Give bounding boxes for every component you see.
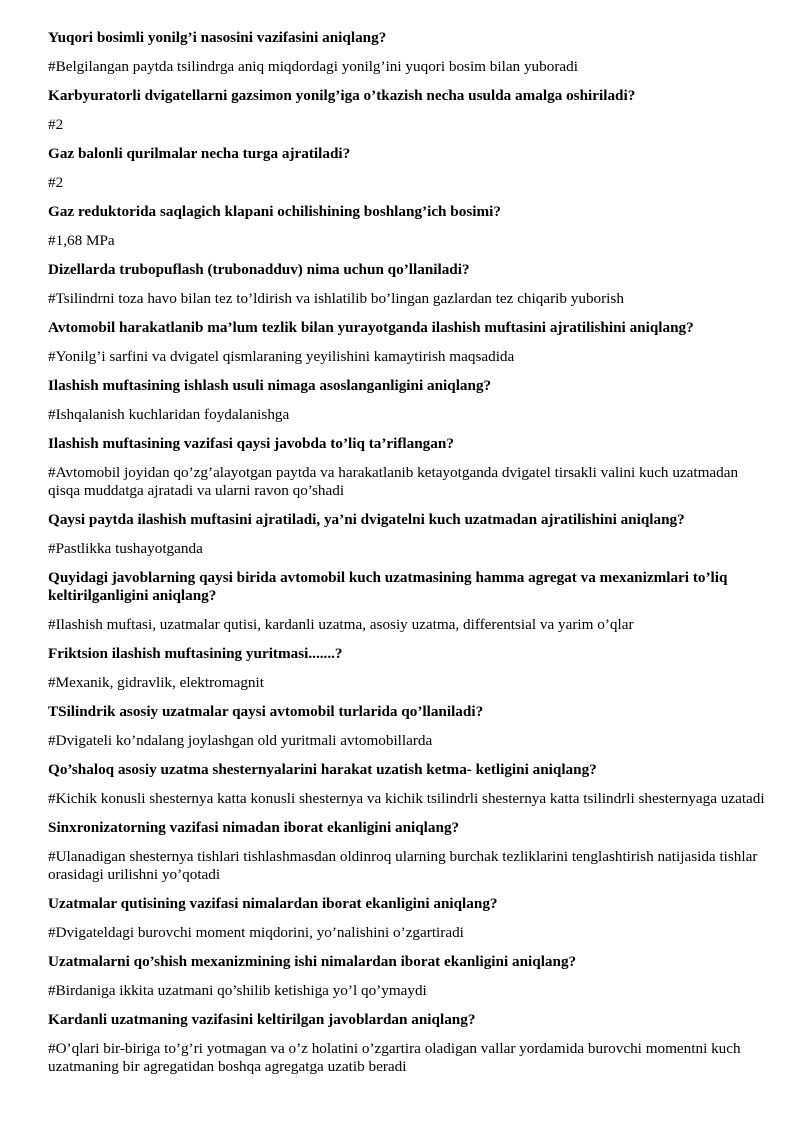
question-text: Friktsion ilashish muftasining yuritmasi.......? bbox=[48, 645, 343, 662]
answer-text: #Mexanik, gidravlik, elektromagnit bbox=[48, 674, 264, 691]
qa-item-14 bbox=[48, 819, 770, 884]
question-text: Yuqori bosimli yonilg’i nasosini vazifasini aniqlang? bbox=[48, 29, 387, 46]
answer-text: #Avtomobil joyidan qo’zg’alayotgan paytda va harakatlanib ketayotganda dvigatel tirsakli valini kuch uzatmadan qisqa muddatga ajratadi va ularni ravon qo’shadi bbox=[48, 464, 739, 499]
question-text: Dizellarda trubopuflash (trubonadduv) nima uchun qo’llaniladi? bbox=[48, 261, 470, 278]
qa-item-11 bbox=[48, 645, 770, 692]
answer-text: #Kichik konusli shesternya katta konusli shesternya va kichik tsilindrli shesternya katta tsilindrli shesternyaga uzatadi bbox=[48, 790, 765, 807]
question-text: Uzatmalar qutisining vazifasi nimalardan iborat ekanligini aniqlang? bbox=[48, 895, 498, 912]
question-text: TSilindrik asosiy uzatmalar qaysi avtomobil turlarida qo’llaniladi? bbox=[48, 703, 484, 720]
qa-item-1 bbox=[48, 29, 770, 76]
question-text: Qo’shaloq asosiy uzatma shesternyalarini harakat uzatish ketma- ketligini aniqlang? bbox=[48, 761, 597, 778]
question-text: Karbyuratorli dvigatellarni gazsimon yonilg’iga o’tkazish necha usulda amalga oshiriladi? bbox=[48, 87, 636, 104]
question-text: Uzatmalarni qo’shish mexanizmining ishi nimalardan iborat ekanligini aniqlang? bbox=[48, 953, 577, 970]
question-text: Ilashish muftasining vazifasi qaysi javobda to’liq ta’riflangan? bbox=[48, 435, 454, 452]
qa-item-6 bbox=[48, 319, 770, 366]
answer-text: #Yonilg’i sarfini va dvigatel qismlaraning yeyilishini kamaytirish maqsadida bbox=[48, 348, 515, 365]
qa-item-13 bbox=[48, 761, 770, 808]
qa-item-12 bbox=[48, 703, 770, 750]
answer-text: #1,68 MPa bbox=[48, 232, 115, 249]
answer-text: #Ulanadigan shesternya tishlari tishlashmasdan oldinroq ularning burchak tezliklarini tenglashtirish natijasida tishlar orasidagi urilishni yo’qotadi bbox=[48, 848, 758, 883]
question-text: Qaysi paytda ilashish muftasini ajratiladi, ya’ni dvigatelni kuch uzatmadan ajratilishini aniqlang? bbox=[48, 511, 685, 528]
answer-text: #Ishqalanish kuchlaridan foydalanishga bbox=[48, 406, 290, 423]
answer-text: #Dvigateli ko’ndalang joylashgan old yuritmali avtomobillarda bbox=[48, 732, 433, 749]
qa-item-7 bbox=[48, 377, 770, 424]
qa-item-8 bbox=[48, 435, 770, 500]
answer-text: #2 bbox=[48, 174, 64, 191]
question-text: Gaz balonli qurilmalar necha turga ajratiladi? bbox=[48, 145, 351, 162]
question-text: Quyidagi javoblarning qaysi birida avtomobil kuch uzatmasining hamma agregat va mexanizmlari to’liq keltirilganligini aniqlang? bbox=[48, 569, 728, 604]
question-text: Ilashish muftasining ishlash usuli nimaga asoslanganligini aniqlang? bbox=[48, 377, 492, 394]
question-text: Gaz reduktorida saqlagich klapani ochilishining boshlang’ich bosimi? bbox=[48, 203, 501, 220]
qa-item-9 bbox=[48, 511, 770, 558]
qa-item-15 bbox=[48, 895, 770, 942]
question-text: Avtomobil harakatlanib ma’lum tezlik bilan yurayotganda ilashish muftasini ajratilishini aniqlang? bbox=[48, 319, 694, 336]
answer-text: #O’qlari bir-biriga to’g’ri yotmagan va o’z holatini o’zgartira oladigan vallar yordamida burovchi momentni kuch uzatmaning bir agregatidan boshqa agregatga uzatib beradi bbox=[48, 1040, 741, 1075]
answer-text: #Tsilindrni toza havo bilan tez to’ldirish va ishlatilib bo’lingan gazlardan tez chiqarib yuborish bbox=[48, 290, 624, 307]
answer-text: #Birdaniga ikkita uzatmani qo’shilib ketishiga yo’l qo’ymaydi bbox=[48, 982, 427, 999]
answer-text: #2 bbox=[48, 116, 64, 133]
qa-item-2 bbox=[48, 87, 770, 134]
answer-text: #Belgilangan paytda tsilindrga aniq miqdordagi yonilg’ini yuqori bosim bilan yuboradi bbox=[48, 58, 578, 75]
question-text: Kardanli uzatmaning vazifasini keltirilgan javoblardan aniqlang? bbox=[48, 1011, 476, 1028]
qa-item-4 bbox=[48, 203, 770, 250]
qa-item-17 bbox=[48, 1011, 770, 1076]
answer-text: #Ilashish muftasi, uzatmalar qutisi, kardanli uzatma, asosiy uzatma, differentsial va yarim o’qlar bbox=[48, 616, 634, 633]
qa-item-3 bbox=[48, 145, 770, 192]
answer-text: #Dvigateldagi burovchi moment miqdorini, yo’nalishini o’zgartiradi bbox=[48, 924, 464, 941]
qa-item-16 bbox=[48, 953, 770, 1000]
question-text: Sinxronizatorning vazifasi nimadan iborat ekanligini aniqlang? bbox=[48, 819, 460, 836]
qa-item-5 bbox=[48, 261, 770, 308]
answer-text: #Pastlikka tushayotganda bbox=[48, 540, 203, 557]
qa-item-10 bbox=[48, 569, 770, 634]
